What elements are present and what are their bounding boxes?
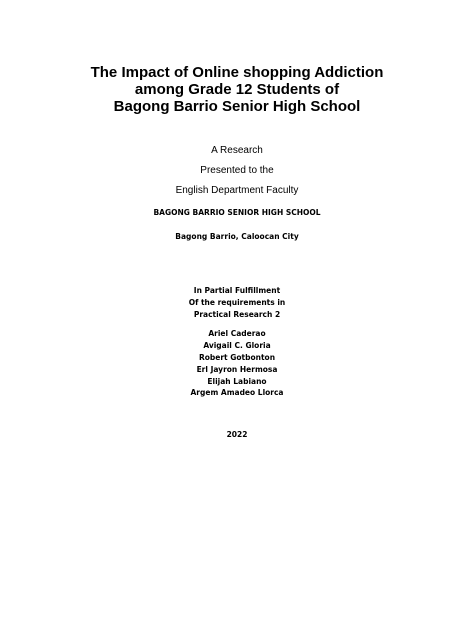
intro-line-3: English Department Faculty [175,185,299,196]
author-name: Robert Gotbonton [198,353,276,362]
fulfillment-line-2: Of the requirements in [188,298,286,307]
year: 2022 [226,430,248,439]
title-line-3: Bagong Barrio Senior High School [113,98,361,115]
author-name: Avigail C. Gloria [203,341,271,350]
school-location: Bagong Barrio, Caloocan City [175,232,299,241]
title-line-1: The Impact of Online shopping Addiction [90,64,384,81]
author-name: Erl Jayron Hermosa [196,365,278,374]
title-line-2: among Grade 12 Students of [134,81,340,98]
author-name: Ariel Caderao [208,329,266,338]
school-name: BAGONG BARRIO SENIOR HIGH SCHOOL [153,208,321,217]
author-name: Elijah Labiano [207,377,267,386]
author-name: Argem Amadeo Llorca [190,388,284,397]
intro-line-2: Presented to the [200,165,274,176]
intro-line-1: A Research [211,145,263,156]
fulfillment-line-1: In Partial Fulfillment [193,286,281,295]
fulfillment-line-3: Practical Research 2 [193,310,281,319]
